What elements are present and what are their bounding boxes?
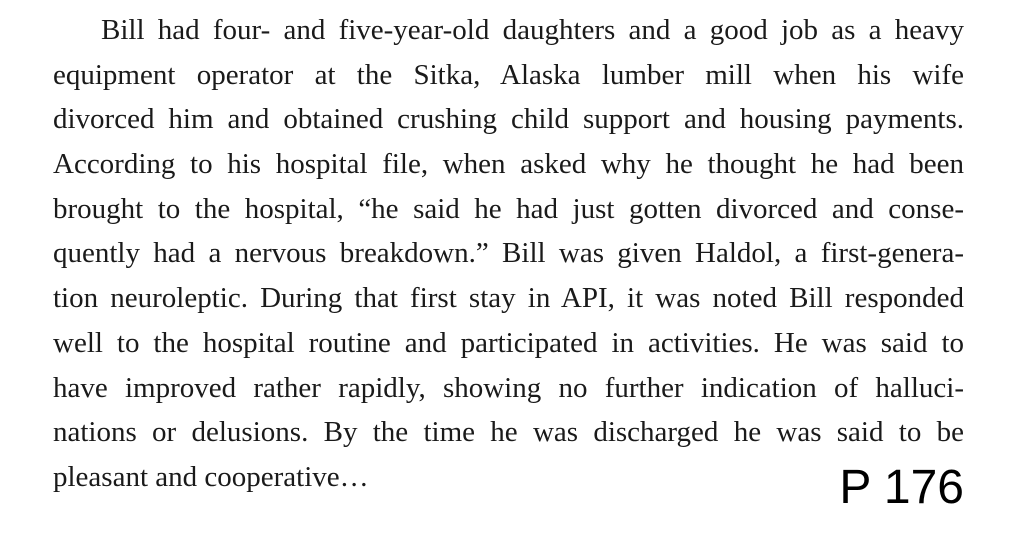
text-line-11: pleasant and cooperative… [53, 460, 369, 493]
text-line-6: quently had a nervous breakdown.” Bill was given Haldol, a first-genera- [53, 237, 964, 270]
text-line-1: Bill had four- and five-year-old daughters and a good job as a heavy [101, 14, 964, 46]
text-line-9: have improved rather rapidly, showing no further indication of halluci- [53, 371, 964, 404]
text-line-7: tion neuroleptic. During that first stay in API, it was noted Bill responded [53, 282, 964, 315]
text-line-3: divorced him and obtained crushing child support and housing payments. [53, 103, 964, 136]
text-line-10: nations or delusions. By the time he was discharged he was said to be [53, 416, 964, 449]
text-line-2: equipment operator at the Sitka, Alaska lumber mill when his wife [53, 58, 964, 91]
text-line-4: According to his hospital file, when asked why he thought he had been [53, 148, 964, 181]
text-line-8: well to the hospital routine and participated in activities. He was said to [53, 326, 964, 359]
page-number: P 176 [839, 461, 964, 514]
text-line-5: brought to the hospital, “he said he had just gotten divorced and conse- [53, 192, 964, 225]
paragraph [53, 8, 964, 500]
